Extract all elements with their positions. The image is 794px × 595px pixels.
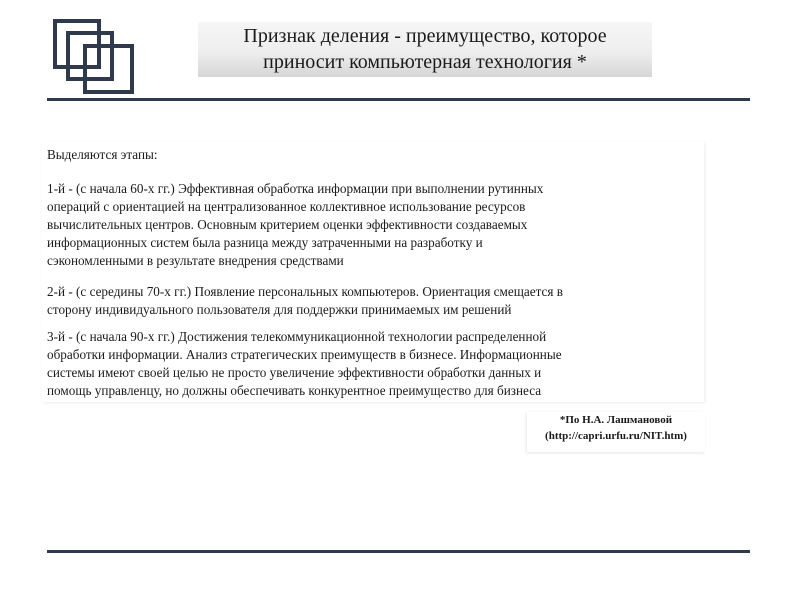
title-line-1: Признак деления - преимущество, которое xyxy=(243,25,607,47)
stage-3-line: помощь управленцу, но должны обеспечивать конкурентное преимущество для бизнеса xyxy=(47,383,542,398)
stage-1-line: информационных систем была разница между затраченными на разработку и xyxy=(47,235,483,250)
intro-text: Выделяются этапы: xyxy=(47,147,158,162)
title-line-2: приносит компьютерная технология * xyxy=(263,51,587,73)
stage-3-line: 3-й - (с начала 90-х гг.) Достижения телекоммуникационной технологии распределенной xyxy=(47,329,547,344)
stage-1-line: операций с ориентацией на централизованное коллективное использование ресурсов xyxy=(47,199,526,214)
stage-3-line: системы имеют своей целью не просто увеличение эффективности обработки данных и xyxy=(47,365,542,380)
stage-3-paragraph xyxy=(47,328,697,400)
stage-3-line: обработки информации. Анализ стратегических преимуществ в бизнесе. Информационные xyxy=(47,347,562,362)
stage-1-line: сэкономленными в результате внедрения средствами xyxy=(47,253,344,268)
stage-2-line: 2-й - (с середины 70-х гг.) Появление персональных компьютеров. Ориентация смещается в xyxy=(47,284,563,299)
logo-squares-icon xyxy=(52,18,136,96)
bottom-divider xyxy=(47,550,750,553)
credit-author: *По Н.А. Лашмановой xyxy=(559,414,673,426)
stage-1-paragraph xyxy=(47,180,697,270)
stage-1-line: 1-й - (с начала 60-х гг.) Эффективная обработка информации при выполнении рутинных xyxy=(47,181,544,196)
credit-url: (http://capri.urfu.ru/NIT.htm) xyxy=(545,430,687,442)
stage-2-line: сторону индивидуального пользователя для поддержки принимаемых им решений xyxy=(47,302,512,317)
stage-1-line: вычислительных центров. Основным критерием оценки эффективности создаваемых xyxy=(47,217,528,232)
stage-2-paragraph xyxy=(47,283,697,319)
content-panel xyxy=(42,142,704,402)
source-credit xyxy=(527,412,705,452)
top-divider xyxy=(47,98,750,101)
slide-title xyxy=(198,22,652,77)
